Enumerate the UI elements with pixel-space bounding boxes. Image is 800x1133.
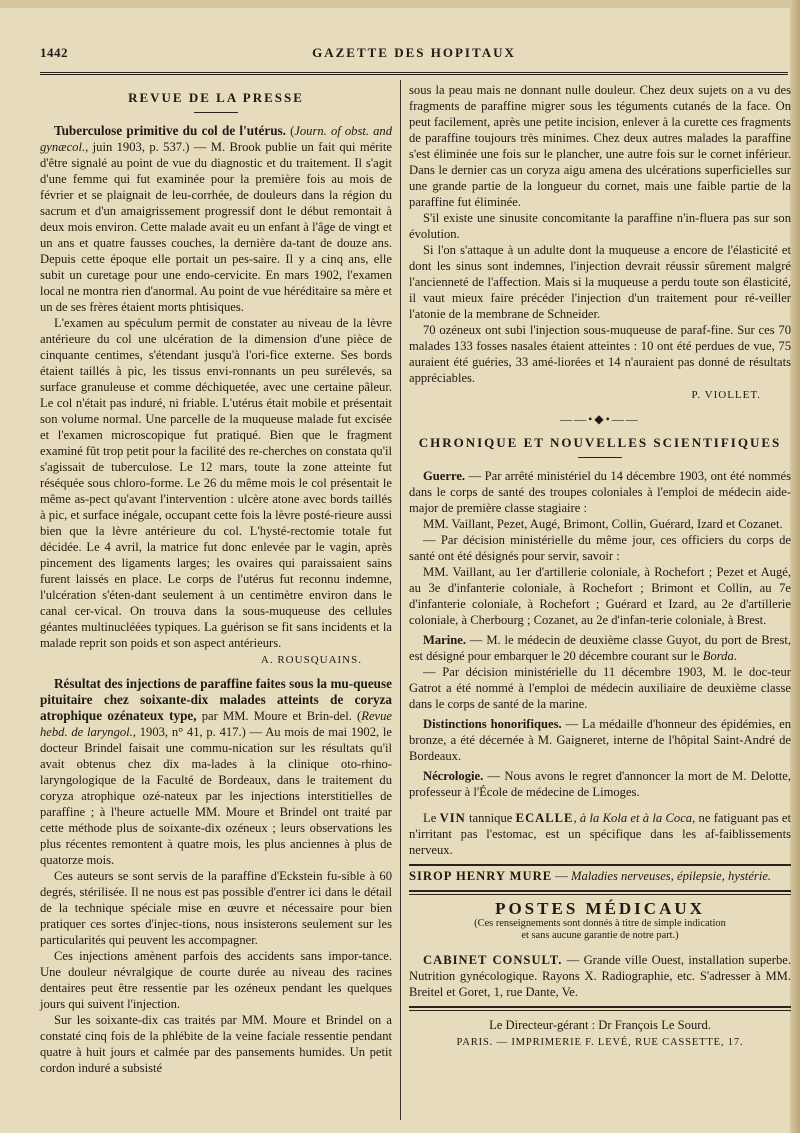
news-distinctions: [409, 716, 791, 764]
entry-title: Nécrologie.: [423, 769, 484, 783]
postes-cabinet: [409, 952, 791, 1000]
ad-text: ,: [573, 811, 580, 825]
entry-title: Distinctions honorifiques.: [423, 717, 562, 731]
ad-text: Le: [423, 811, 440, 825]
citation-journal: Journ. of obst. and gynæcol.: [40, 124, 392, 154]
ad-sirop-henry-mure: [409, 868, 791, 884]
article-signature: A. ROUSQUAINS.: [260, 654, 362, 666]
ad-vin-ecalle: [409, 810, 791, 858]
news-guerre: [409, 468, 791, 516]
article-paragraph: Ces injections amènent parfois des accidents sans impor-tance. Une douleur névralgique de courte durée au niveau des racines dentaires peut être ressentie par les ozéneux pendant les quelques jours qui suivent l'injection.: [40, 949, 392, 1011]
right-column: [409, 82, 791, 1051]
divider: [409, 1006, 791, 1008]
entry-text: — Par arrêté ministériel du 14 décembre 1903, ont été nommés dans le corps de santé des troupes coloniales à l'emploi de médecin aide-major de première classe stagiaire :: [409, 469, 791, 515]
page-header: [40, 42, 788, 62]
article-paragraph: S'il existe une sinusite concomitante la paraffine n'in-fluera pas sur son évolution.: [409, 211, 791, 241]
ad-text: tannique: [465, 811, 516, 825]
news-necrologie: [409, 768, 791, 800]
news-marine: [409, 632, 791, 664]
article-paraffine: [40, 676, 392, 868]
article-paragraph: Ces auteurs se sont servis de la paraffine d'Eckstein fu-sible à 60 degrés, stérilisée. Il ne nous est pas possible d'entrer ici dans le détail de la technique spéciale mise en œuvre et nécessaire pour bien pratiquer ces sortes d'injec-tions, nous insisterons seulement sur les particularités qui peuvent les accompagner.: [40, 869, 392, 947]
page-number: 1442: [40, 45, 68, 60]
entry-title: Guerre.: [423, 469, 466, 483]
article-title: Tuberculose primitive du col de l'utérus.: [54, 123, 286, 138]
citation-journal: Revue hebd. de laryngol.: [40, 709, 393, 739]
ad-brand: SIROP HENRY MURE: [409, 869, 553, 883]
divider: [409, 894, 791, 895]
citation-open: (: [290, 124, 295, 138]
cabinet-text: — Grande ville Ouest, installation superbe. Nutrition gynécologique. Rayons X. Radiographie, etc. S'adresser à MM. Breitel et Goret, 1, rue Dante, Ve.: [409, 953, 791, 999]
entry-text: — Par décision ministérielle du 11 décembre 1903, M. le doc-teur Gatrot a été nommé à l'emploi de médecin auxiliaire de deuxième classe dans le corps de santé de la marine.: [409, 665, 791, 711]
article-paragraph: L'examen au spéculum permit de constater au niveau de la lèvre antérieure du col une ulcération de la dimension d'une pièce de cinquante centimes, s'étendant jusqu'à l'ori-fice externe. Ses bords étaient taillés à pic, les tissus envi-ronnants un peu surélevés, sa surface granuleuse et comme déchiquetée, avec une certaine pâleur. Le col n'était pas induré, ni friable. L'utérus était mobile et présentait son volume normal. Une parcelle de la muqueuse malade fut excisée et l'examen microscopique fut pratiqué. Bien que le fragment examiné fût trop petit pour la facilité des re-cherches on constata qu'il s'agissait de tuberculose. Le 12 mars, toute la zone atteinte fut réséquée sous chloro-forme. Le 26 du même mois le col présentait le même as-pect qu'avant l'intervention : ulcère atone avec bords taillés à pic, et surface inégale, occupant cette fois la lèvre posté-rieure aussi bien que la lèvre antérieure du col. L'hysté-rectomie totale fut décidée. Le 4 avril, la matrice fut donc enlevée par le vagin, après pincement des ligaments larges; les ovaires qui paraissaient sains furent laissés en place. Le corps de l'utérus fut reconnu indemne, l'ulcération s'éten-dant seulement à un centimètre environ dans le canal cer-vical. On trouva dans la sous-muqueuse des cellules géantes multinucléées typiques. La guérison se fit sans incidents et la malade reprit son poids et son aspect antérieurs.: [40, 316, 392, 650]
entry-text: .: [733, 649, 737, 663]
article-signature: P. VIOLLET.: [691, 389, 761, 401]
entry-text: — La médaille d'honneur des épidémies, en bronze, a été décernée à M. Gaigneret, interne de l'hôpital Saint-André de Bordeaux.: [409, 717, 791, 763]
ad-text: , ne fatiguant pas et n'irritant pas l'estomac, est un spécifique dans les af-faiblissements nerveux.: [409, 811, 791, 857]
article-body: , 1903, n° 41, p. 417.) — Au mois de mai 1902, le docteur Brindel faisait une commu-nication sur les résultats qu'il avait obtenus chez dix ma-lades à la clinique oto-rhino-laryngologique de la Faculté de Bordeaux, dans le traitement du coryza atrophique ozé-nateux par les injections interstitielles de paraffine ; à l'heure actuelle MM. Moure et Brindel ont traité par cette méthode plus de soixante-dix ozéneux ; leurs observations les plus récentes remontent à quatre mois, les plus anciennes à plus de quatorze mois.: [40, 725, 393, 867]
divider: [409, 864, 791, 866]
column-separator: [400, 80, 401, 1120]
entry-text: — M. le médecin de deuxième classe Guyot, du port de Brest, est désigné pour embarquer le 20 décembre courant sur le: [409, 633, 791, 663]
left-column: [40, 82, 392, 1076]
section-title-revue: REVUE DE LA PRESSE: [128, 90, 304, 105]
ad-brand: ECALLE: [515, 811, 574, 825]
directeur-gerant: Le Directeur-gérant : Dr François Le Sourd.: [489, 1018, 711, 1032]
divider: [409, 1010, 791, 1011]
entry-text: MM. Vaillant, Pezet, Augé, Brimont, Collin, Guérard, Izard et Cozanet.: [423, 517, 783, 531]
ad-text: Maladies nerveuses, épilepsie, hystérie.: [571, 869, 772, 883]
entry-text: MM. Vaillant, au 1er d'artillerie coloniale, à Rochefort ; Pezet et Augé, au 3e d'infanterie coloniale, à Rochefort ; Brimont et Collin, au 7e d'infanterie coloniale, à Rochefort ; Guérard et Izard, au 2e d'artillerie coloniale, à Cherbourg ; Cozanet, au 2e d'infan-terie coloniale, à Brest.: [409, 565, 791, 627]
header-rule: [40, 72, 788, 75]
postes-note: (Ces renseignements sont donnés à titre de simple indication: [474, 918, 726, 929]
ad-keyword: VIN: [439, 811, 466, 825]
article-paragraph: sous la peau mais ne donnant nulle douleur. Chez deux sujets on a vu des fragments de paraffine migrer sous les téguments cutanés de la face. On peut facilement, après une petite incision, enlever à la curette ces fragments de paraffine toujours très minimes. Chez deux autres malades la paraffine s'est éliminée une fois sur le plancher, une autre fois sur le cornet inférieur. Dans le dernier cas un coryza aigu amena des ulcérations superficielles sur une grande partie de la longueur du cornet, mais une faible partie de la paraffine fut éliminée.: [409, 83, 791, 209]
citation-open: (: [351, 709, 362, 723]
journal-title: GAZETTE DES HOPITAUX: [312, 45, 516, 60]
section-rule: [578, 457, 622, 458]
cabinet-title: CABINET CONSULT.: [423, 953, 563, 967]
article-paragraph: 70 ozéneux ont subi l'injection sous-muqueuse de paraf-fine. Sur ces 70 malades 133 fosses nasales étaient atteintes : 10 ont été perdues de vue, 75 auraient été guéries, 33 amé-liorées et 14 n'auraient pas donné de résultats appréciables.: [409, 323, 791, 385]
article-authors: par MM. Moure et Brin-del.: [196, 709, 352, 723]
ship-name: Borda: [702, 649, 734, 663]
page-edge: [790, 0, 800, 1133]
article-title: Résultat des injections de paraffine faites sous la mu-queuse pituitaire chez soixante-dix malades atteints de coryza atrophique ozénateux type,: [40, 676, 392, 723]
entry-text: — Nous avons le regret d'annoncer la mort de M. Delotte, professeur à l'École de médecine de Limoges.: [409, 769, 791, 799]
entry-text: — Par décision ministérielle du même jour, ces officiers du corps de santé ont été désignés pour servir, savoir :: [409, 533, 791, 563]
article-body: , juin 1903, p. 537.) — M. Brook publie un fait qui mérite d'être signalé au point de vue du diagnostic et du traitement. Il s'agit d'une femme qui fut examinée pour la première fois au mois de février et se plaignait de leu-corrhée, de douleurs dans la région du sacrum et d'un amaigrissement progressif dont le début remontait à deux mois environ. Cette malade avait eu un enfant à l'âge de vingt et un ans et quatre fausses couches, la dernière da-tant de douze ans. Depuis cette époque elle portait un pes-saire. Il y a cinq ans, elle subit un curetage pour une endo-cervicite. En mars 1902, l'examen local ne montra rien d'anormal. Au point de vue héréditaire sa mère et un de ses frères étaient morts phtisiques.: [40, 140, 392, 314]
postes-medicaux-title: POSTES MÉDICAUX: [495, 899, 705, 918]
entry-title: Marine.: [423, 633, 467, 647]
section-rule: [194, 112, 238, 113]
ad-ingredients: à la Kola et à la Coca: [579, 811, 693, 825]
postes-note: et sans aucune garantie de notre part.): [521, 930, 679, 941]
ornament-divider: ——•◆•——: [560, 412, 640, 426]
article-paragraph: Sur les soixante-dix cas traités par MM. Moure et Brindel on a constaté cinq fois de la phlébite de la veine faciale ressentie pendant quatre à huit jours et calmée par des pansements humides. Un petit cordon induré a subsisté: [40, 1013, 392, 1075]
section-title-chronique: CHRONIQUE ET NOUVELLES SCIENTIFIQUES: [418, 435, 782, 450]
scan-top-band: [0, 0, 800, 8]
printer-imprint: PARIS. — IMPRIMERIE F. LEVÉ, RUE CASSETTE, 17.: [456, 1037, 744, 1048]
article-paragraph: Si l'on s'attaque à un adulte dont la muqueuse a encore de l'élasticité et dont les sinus sont indemnes, l'injection devrait réussir sûrement malgré l'ancienneté de l'affection. Mais si la muqueuse a perdu toute son élasticité, il vaut mieux faire précéder l'injection d'un traitement pour ré-veiller l'atonie de la membrane de Schneider.: [409, 243, 791, 321]
article-tuberculose: [40, 123, 392, 315]
ad-text: —: [552, 869, 572, 883]
divider: [409, 890, 791, 892]
